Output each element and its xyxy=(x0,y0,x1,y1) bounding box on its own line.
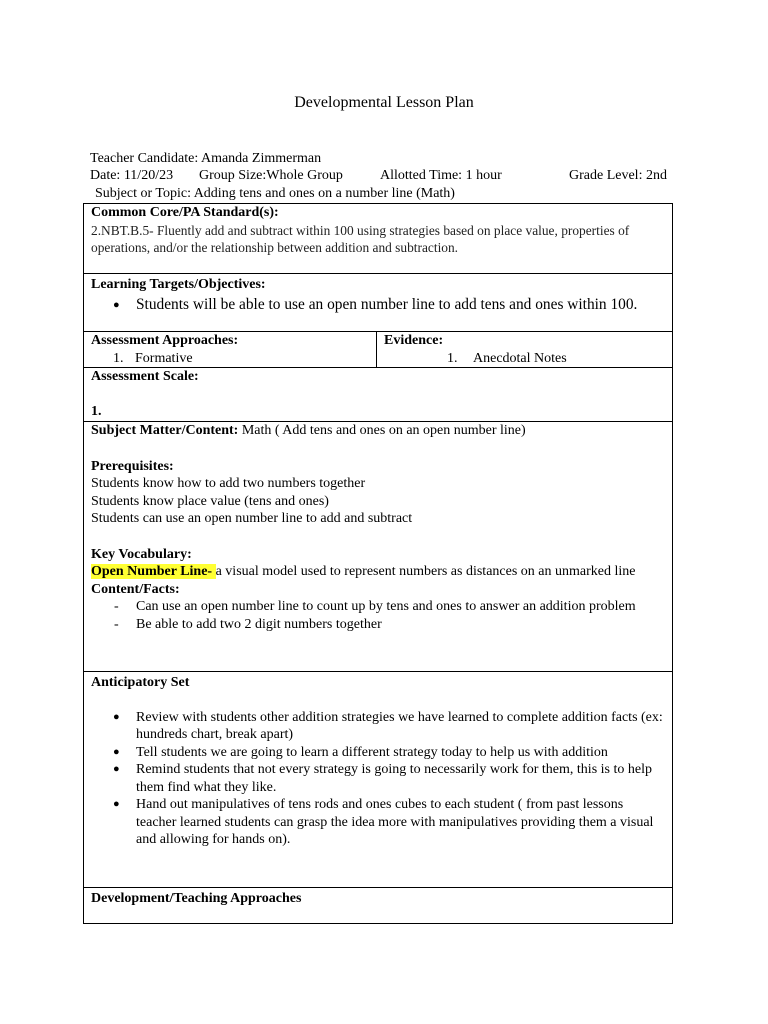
assessment-scale-cell xyxy=(84,368,673,422)
vocabulary-entry xyxy=(91,563,666,581)
development-heading: Development/Teaching Approaches xyxy=(91,891,302,906)
key-vocabulary-heading: Key Vocabulary: xyxy=(91,546,192,562)
objectives-list xyxy=(91,296,666,314)
content-cell xyxy=(84,422,673,672)
lesson-plan-table xyxy=(83,203,673,924)
assessment-scale-item: 1. xyxy=(91,403,102,419)
anticipatory-set-cell xyxy=(84,672,673,888)
prerequisite-item: Students can use an open number line to add and subtract xyxy=(91,511,413,526)
objective-item: ● Students will be able to use an open number line to add tens and ones within 100. xyxy=(136,296,666,314)
anticipatory-set-list xyxy=(91,709,666,849)
prerequisite-item: Students know how to add two numbers together xyxy=(91,476,366,491)
anticipatory-set-heading: Anticipatory Set xyxy=(91,675,190,690)
teacher-candidate: Teacher Candidate: Amanda Zimmerman xyxy=(90,151,322,166)
anticipatory-item: ● Hand out manipulatives of tens rods and ones cubes to each student ( from past lessons teacher learned students can grasp the idea more with manipulatives providing them a visual and allowing for hands on). xyxy=(136,796,666,849)
content-facts-list xyxy=(91,598,666,633)
subject-matter xyxy=(91,422,666,440)
evidence-item xyxy=(384,350,666,368)
anticipatory-set-row xyxy=(84,672,673,888)
assessment-scale-heading: Assessment Scale: xyxy=(91,369,199,384)
development-cell xyxy=(84,888,673,924)
assessment-scale-row xyxy=(84,368,673,422)
approach-number: 1. xyxy=(113,350,124,366)
evidence-heading: Evidence: xyxy=(384,333,444,348)
standards-heading: Common Core/PA Standard(s): xyxy=(91,205,279,220)
content-fact-item: - Can use an open number line to count up by tens and ones to answer an addition problem xyxy=(136,598,666,616)
subject-matter-label: Subject Matter/Content: xyxy=(91,423,239,438)
prerequisites-heading: Prerequisites: xyxy=(91,458,174,474)
subject-matter-text: Math ( Add tens and ones on an open number line) xyxy=(238,423,526,438)
development-row xyxy=(84,888,673,924)
vocabulary-definition: a visual model used to represent numbers as distances on an unmarked line xyxy=(215,564,636,579)
assessment-approaches-heading: Assessment Approaches: xyxy=(91,333,239,348)
vocabulary-term: Open Number Line- xyxy=(91,564,216,579)
anticipatory-item: ● Review with students other addition strategies we have learned to complete addition facts (ex: hundreds chart, break apart) xyxy=(136,709,666,744)
objectives-row xyxy=(84,274,673,332)
content-facts-heading: Content/Facts: xyxy=(91,581,180,597)
standards-cell xyxy=(84,204,673,274)
evidence-text: Anecdotal Notes xyxy=(473,350,567,366)
standards-text: 2.NBT.B.5- Fluently add and subtract within 100 using strategies based on place value, properties of operations, and/or the relationship between addition and subtraction. xyxy=(91,222,630,255)
anticipatory-item: ● Tell students we are going to learn a different strategy today to help us with addition xyxy=(136,744,666,762)
grade-level: Grade Level: 2nd xyxy=(569,168,667,183)
evidence-cell xyxy=(377,332,673,368)
anticipatory-item: ● Remind students that not every strategy is going to necessarily work for them, this is to help them find what they like. xyxy=(136,761,666,796)
approach-text: Formative xyxy=(135,350,193,366)
subject-topic: Subject or Topic: Adding tens and ones on a number line (Math) xyxy=(95,186,455,201)
page-title: Developmental Lesson Plan xyxy=(294,94,474,111)
standards-row xyxy=(84,204,673,274)
lesson-date: Date: 11/20/23 xyxy=(90,168,174,183)
objectives-cell xyxy=(84,274,673,332)
content-row xyxy=(84,422,673,672)
assessment-approach-item xyxy=(91,350,370,368)
evidence-number: 1. xyxy=(447,350,458,366)
assessment-approaches-cell xyxy=(84,332,377,368)
group-size: Group Size:Whole Group xyxy=(199,168,343,183)
assessment-row xyxy=(84,332,673,368)
content-fact-item: - Be able to add two 2 digit numbers together xyxy=(136,616,666,634)
objectives-heading: Learning Targets/Objectives: xyxy=(91,277,266,292)
allotted-time: Allotted Time: 1 hour xyxy=(380,168,502,183)
prerequisite-item: Students know place value (tens and ones) xyxy=(91,493,329,509)
